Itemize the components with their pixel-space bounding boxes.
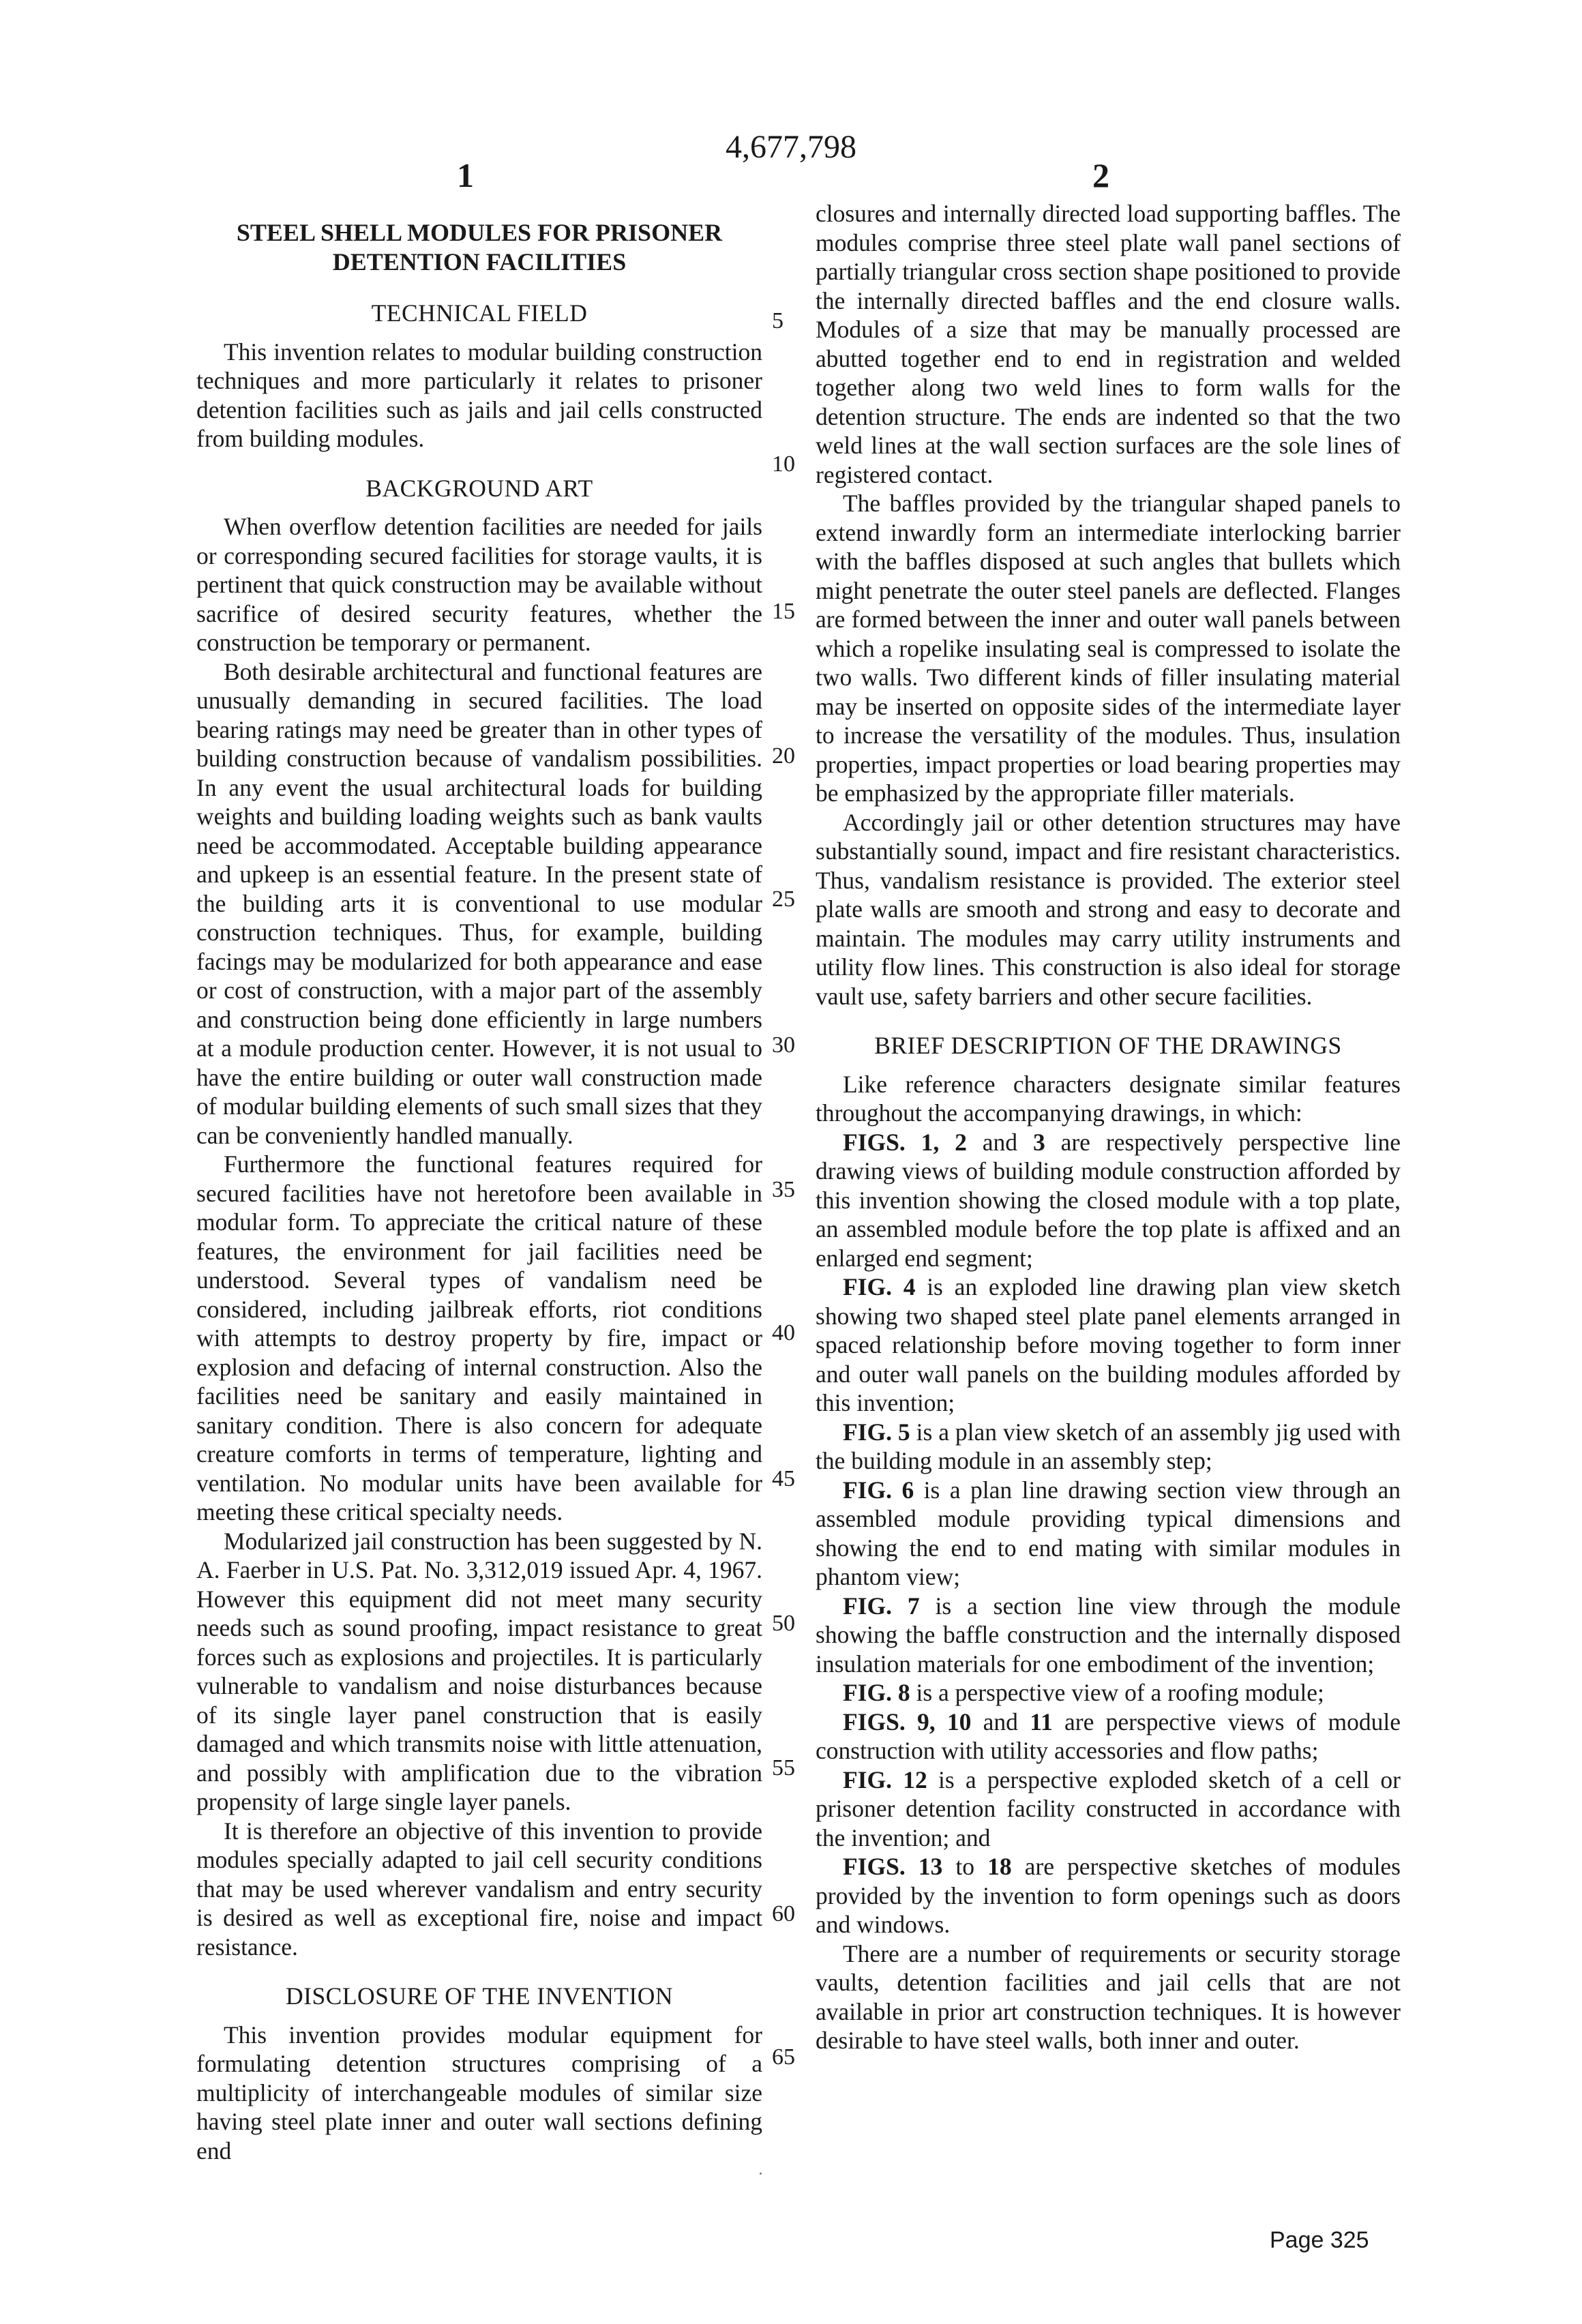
paragraph: Like reference characters designate similar features throughout the accompanying drawings, in which:	[816, 1070, 1401, 1127]
line-number: 5	[772, 308, 783, 333]
line-number: 40	[772, 1320, 795, 1345]
paragraph: Modularized jail construction has been suggested by N. A. Faerber in U.S. Pat. No. 3,312,019 issued Apr. 4, 1967. However this equipment did not meet many security needs such as sound proofing, impact resistance to great forces such as explosions and projectiles. It is particularly vulnerable to vandalism and noise disturbances because of its single layer panel construction that is easily damaged and which transmits noise with little attenuation, and possibly with amplification due to the vibration propensity of large single layer panels.	[196, 1527, 762, 1815]
figure-description	[816, 1128, 1401, 1273]
text: are respectively perspective line drawing views of building module construction afforded by this invention showing the closed module with a top plate, an assembled module before the top plate is affixed and an enlarged end segment;	[816, 1128, 1401, 1272]
figure-ref: 11	[1030, 1708, 1053, 1735]
page-footer: Page 325	[1270, 2227, 1369, 2253]
line-number: 30	[772, 1032, 795, 1058]
paragraph: closures and internally directed load supporting baffles. The modules comprise three steel plate wall panel sections of partially triangular cross section shape positioned to provide the internally directed baffles and the end closure walls. Modules of a size that may be manually processed are abutted together end to end in registration and welded together along two weld lines to form walls for the detention structure. The ends are indented so that the two weld lines at the wall section surfaces are the sole lines of registered contact.	[816, 200, 1401, 488]
text: is a perspective exploded sketch of a cell or prisoner detention facility constructed in accordance with the invention; and	[816, 1766, 1401, 1851]
figure-ref: FIG. 6	[843, 1476, 914, 1504]
paragraph: This invention provides modular equipment for formulating detention structures comprising of a multiplicity of interchangeable modules of similar size having steel plate inner and outer wall sections defining end	[196, 2021, 762, 2164]
text: are perspective views of module construction with utility accessories and flow paths;	[816, 1708, 1401, 1764]
figure-ref: FIG. 12	[843, 1766, 927, 1793]
text: is a plan view sketch of an assembly jig used with the building module in an assembly step;	[816, 1418, 1401, 1474]
text: is a plan line drawing section view through an assembled module providing typical dimensions and showing the end to end mating with similar modules in phantom view;	[816, 1476, 1401, 1590]
figure-ref: FIG. 4	[843, 1273, 916, 1300]
figure-ref: FIG. 7	[843, 1592, 920, 1620]
left-column	[196, 199, 762, 2165]
figure-description	[816, 1592, 1401, 1679]
paragraph: When overflow detention facilities are needed for jails or corresponding secured facilities for storage vaults, it is pertinent that quick construction may be available without sacrifice of desired security features, whether the construction be temporary or permanent.	[196, 513, 762, 656]
section-heading-disclosure: DISCLOSURE OF THE INVENTION	[285, 1982, 673, 2010]
figure-description	[816, 1418, 1401, 1476]
line-number: 65	[772, 2044, 795, 2070]
figure-description	[816, 1852, 1401, 1939]
paragraph: This invention relates to modular building construction techniques and more particularly it relates to prisoner detention facilities such as jails and jail cells constructed from building modules.	[196, 338, 762, 452]
figure-description	[816, 1476, 1401, 1592]
right-column	[816, 199, 1401, 2055]
section-heading-background-art: BACKGROUND ART	[365, 474, 593, 502]
figure-ref: FIG. 8	[843, 1679, 910, 1706]
figure-ref: FIGS. 9, 10	[843, 1708, 972, 1735]
text: is an exploded line drawing plan view sketch showing two shaped steel plate panel elements arranged in spaced relationship before moving together to form inner and outer wall panels on the building modules afforded by this invention;	[816, 1273, 1401, 1416]
line-number: 10	[772, 451, 795, 477]
text: is a section line view through the module showing the baffle construction and the internally disposed insulation materials for one embodiment of the invention;	[816, 1592, 1401, 1678]
figure-ref: FIGS. 13	[843, 1853, 943, 1880]
line-number: 45	[772, 1466, 795, 1491]
paragraph: Furthermore the functional features required for secured facilities have not heretofore been available in modular form. To appreciate the critical nature of these features, the environment for jail facilities need be understood. Several types of vandalism need be considered, including jailbreak efforts, riot conditions with attempts to destroy property by fire, impact or explosion and defacing of internal construction. Also the facilities need be sanitary and easily maintained in sanitary condition. There is also concern for adequate creature comforts in terms of temperature, lighting and ventilation. No modular units have been available for meeting these critical specialty needs.	[196, 1150, 762, 1525]
figure-description	[816, 1766, 1401, 1853]
figure-ref: FIG. 5	[843, 1418, 910, 1446]
column-number-left: 1	[457, 156, 474, 194]
paragraph: It is therefore an objective of this invention to provide modules specially adapted to jail cell security conditions that may be used wherever vandalism and entry security is desired as well as exceptional fire, noise and impact resistance.	[196, 1817, 762, 1961]
paragraph: There are a number of requirements or security storage vaults, detention facilities and jail cells that are not available in prior art construction techniques. It is however desirable to have steel walls, both inner and outer.	[816, 1939, 1401, 2054]
column-number-right: 2	[1092, 156, 1109, 194]
section-heading-technical-field: TECHNICAL FIELD	[371, 299, 588, 327]
paragraph: The baffles provided by the triangular shaped panels to extend inwardly form an intermediate interlocking barrier with the baffles disposed at such angles that bullets which might penetrate the outer steel panels are deflected. Flanges are formed between the inner and outer wall panels between which a ropelike insulating seal is compressed to isolate the two walls. Two different kinds of filler insulating material may be inserted on opposite sides of the intermediate layer to increase the versatility of the modules. Thus, insulation properties, impact properties or load bearing properties may be emphasized by the appropriate filler materials.	[816, 490, 1401, 807]
line-number: 60	[772, 1901, 795, 1926]
text: is a perspective view of a roofing module;	[910, 1679, 1324, 1706]
section-heading-drawings: BRIEF DESCRIPTION OF THE DRAWINGS	[874, 1032, 1342, 1059]
figure-ref: FIGS. 1, 2	[843, 1128, 967, 1156]
text: are perspective sketches of modules provided by the invention to form openings such as doors and windows.	[816, 1853, 1401, 1938]
line-number: 15	[772, 599, 795, 624]
text: to	[942, 1853, 988, 1880]
figure-description	[816, 1272, 1401, 1418]
line-number: 20	[772, 743, 795, 769]
figure-description	[816, 1678, 1401, 1708]
line-number: 35	[772, 1177, 795, 1202]
line-number: 25	[772, 887, 795, 912]
line-number: 55	[772, 1755, 795, 1781]
paragraph: Accordingly jail or other detention structures may have substantially sound, impact and fire resistant characteristics. Thus, vandalism resistance is provided. The exterior steel plate walls are smooth and strong and easy to decorate and maintain. The modules may carry utility instruments and utility flow lines. This construction is also ideal for storage vault use, safety barriers and other secure facilities.	[816, 808, 1401, 1010]
paragraph: Both desirable architectural and functional features are unusually demanding in secured facilities. The load bearing ratings may need be greater than in other types of building construction because of vandalism possibilities. In any event the usual architectural loads for building weights and building loading weights such as bank vaults need be accommodated. Acceptable building appearance and upkeep is an essential feature. In the present state of the building arts it is conventional to use modular construction techniques. Thus, for example, building facings may be modularized for both appearance and ease or cost of construction, with a major part of the assembly and construction being done efficiently in large numbers at a module production center. However, it is not usual to have the entire building or outer wall construction made of modular building elements of such small sizes that they can be conveniently handled manually.	[196, 657, 762, 1149]
text: and	[966, 1128, 1033, 1156]
figure-ref: 18	[987, 1853, 1012, 1880]
figure-ref: 3	[1032, 1128, 1045, 1156]
figure-description	[816, 1708, 1401, 1766]
document-title: STEEL SHELL MODULES FOR PRISONER DETENTION FACILITIES	[236, 219, 723, 275]
line-number: 50	[772, 1611, 795, 1636]
text: and	[971, 1708, 1030, 1735]
patent-number: 4,677,798	[726, 129, 856, 165]
scan-speck	[760, 2173, 762, 2175]
